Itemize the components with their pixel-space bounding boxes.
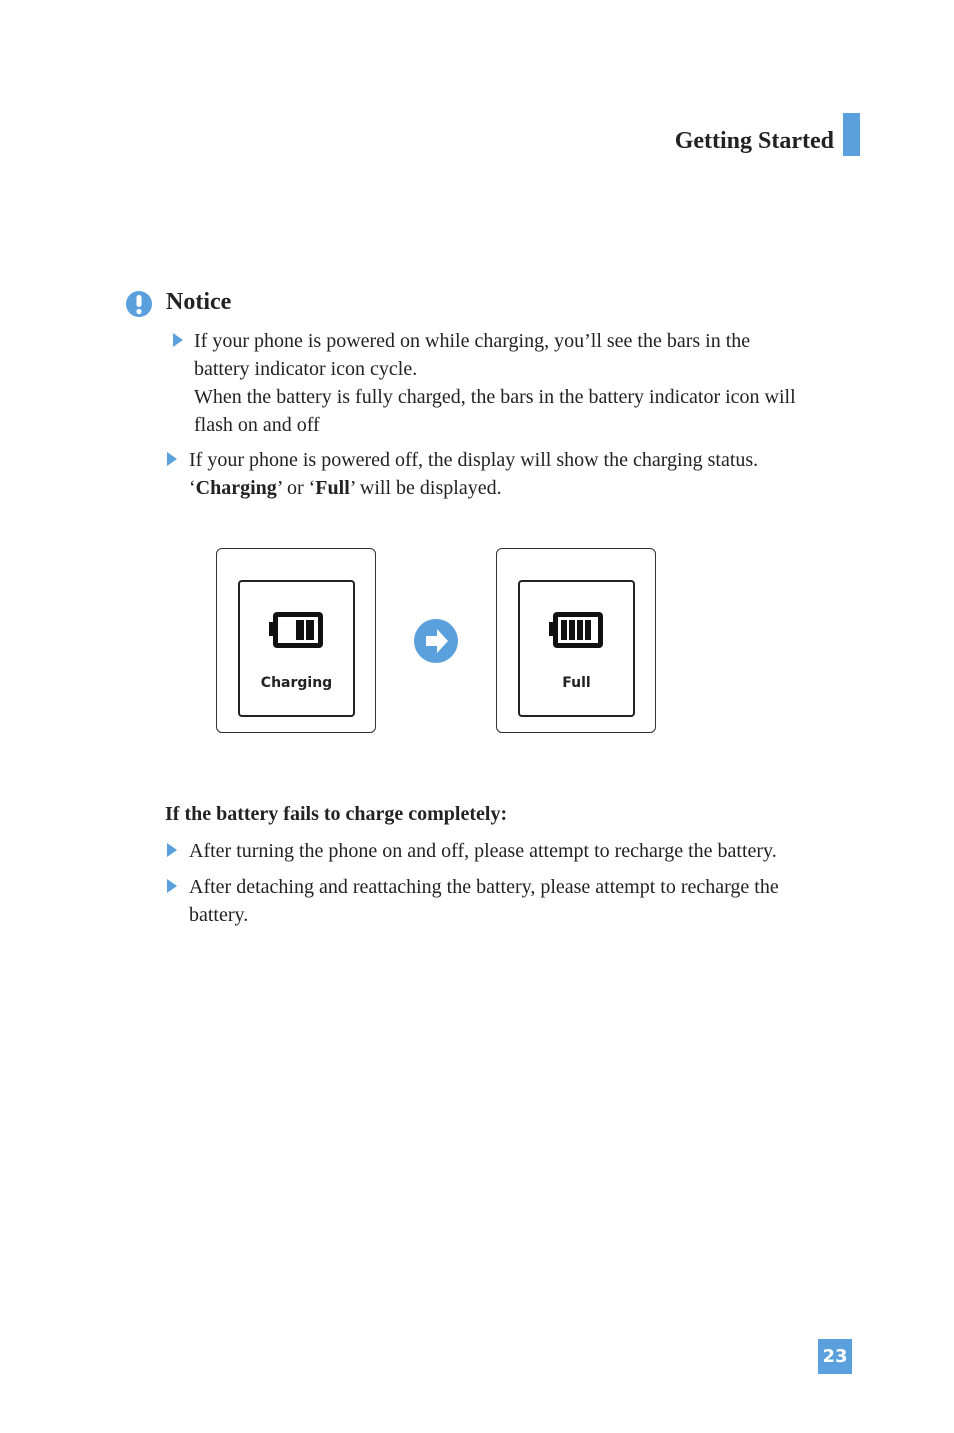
fail-bullet-2-line-2: battery. [189, 904, 249, 926]
quote-mid: ’ or ‘ [276, 477, 316, 499]
quote-end: ’ will be displayed. [349, 477, 502, 499]
full-keyword: Full [315, 477, 350, 499]
battery-partial-icon [269, 610, 325, 650]
charging-label: Charging [260, 675, 333, 691]
section-header-bar [843, 113, 860, 156]
notice-bullet-1-line-3: When the battery is fully charged, the bars in the battery indicator icon will [194, 386, 796, 408]
notice-bullet-1-line-1: If your phone is powered on while charging, you’ll see the bars in the [194, 330, 751, 352]
notice-bullet-1-line-4: flash on and off [194, 414, 320, 436]
charging-screen [238, 580, 355, 717]
exclamation-icon [125, 290, 153, 318]
fail-section-title: If the battery fails to charge completely: [165, 803, 508, 825]
notice-bullet-1 [194, 327, 854, 439]
arrow-right-circle-icon [413, 618, 459, 664]
charging-keyword: Charging [195, 477, 277, 499]
fail-bullet-2-line-1: After detaching and reattaching the battery, please attempt to recharge the [189, 876, 779, 898]
charging-panel [216, 548, 376, 733]
full-panel [496, 548, 656, 733]
full-label: Full [562, 675, 591, 691]
battery-full-icon [549, 610, 605, 650]
bullet-triangle-icon [167, 843, 177, 857]
bullet-triangle-icon [167, 879, 177, 893]
notice-bullet-2 [189, 446, 849, 502]
notice-bullet-1-line-2: battery indicator icon cycle. [194, 358, 418, 380]
bullet-triangle-icon [173, 333, 183, 347]
fail-bullet-1: After turning the phone on and off, please attempt to recharge the battery. [189, 840, 777, 862]
notice-title: Notice [166, 289, 232, 315]
section-header-title: Getting Started [674, 128, 834, 154]
notice-bullet-2-line-2 [189, 474, 849, 502]
notice-bullet-2-line-1: If your phone is powered off, the display will show the charging status. [189, 449, 759, 471]
full-screen [518, 580, 635, 717]
quote-open: ‘ [189, 477, 196, 499]
page-number: 23 [818, 1339, 852, 1374]
bullet-triangle-icon [167, 452, 177, 466]
fail-bullet-2 [189, 873, 869, 929]
